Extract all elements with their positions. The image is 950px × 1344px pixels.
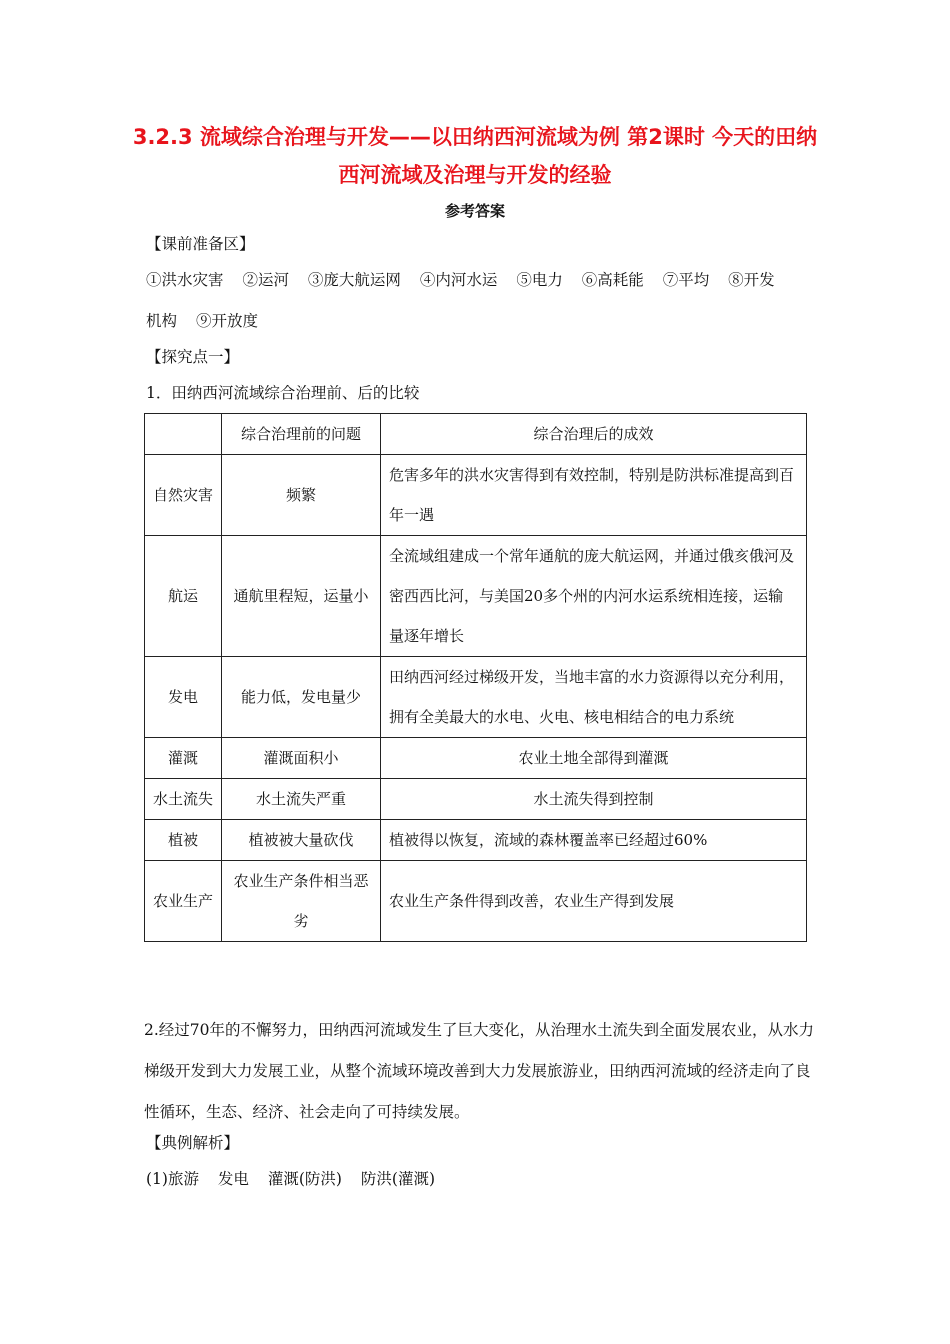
- table-cell: 农业生产条件得到改善，农业生产得到发展: [381, 861, 807, 942]
- answer-item: ②运河: [242, 271, 289, 289]
- table-cell: 植被得以恢复，流域的森林覆盖率已经超过60%: [381, 820, 807, 861]
- table-cell: 灌溉: [145, 738, 222, 779]
- table-cell: 灌溉面积小: [222, 738, 381, 779]
- table-cell: 水土流失: [145, 779, 222, 820]
- table-cell: 植被: [145, 820, 222, 861]
- example-item: 防洪(灌溉): [360, 1170, 436, 1188]
- section-heading-inquiry: 【探究点一】: [146, 348, 240, 366]
- table-cell: 全流域组建成一个常年通航的庞大航运网，并通过俄亥俄河及密西西比河，与美国20多个州的内河水运系统相连接，运输量逐年增长: [381, 536, 807, 657]
- answer-item: ⑦平均: [662, 271, 710, 289]
- section-heading-prep: 【课前准备区】: [146, 235, 255, 253]
- example-item: (1)旅游: [146, 1170, 199, 1188]
- table-cell: 通航里程短，运量小: [222, 536, 381, 657]
- table-cell: 发电: [145, 657, 222, 738]
- answer-item: ⑨开放度: [195, 312, 258, 330]
- question-2-answer: 2.经过70年的不懈努力，田纳西河流域发生了巨大变化，从治理水土流失到全面发展农业，从水力梯级开发到大力发展工业，从整个流域环境改善到大力发展旅游业，田纳西河流域的经济走向了良性循环，生态、经济、社会走向了可持续发展。: [144, 1021, 815, 1121]
- question-1: 1．田纳西河流域综合治理前、后的比较: [146, 384, 420, 402]
- table-header-cell: 综合治理后的成效: [381, 414, 807, 455]
- table-cell: 农业生产: [145, 861, 222, 942]
- table-cell: 植被被大量砍伐: [222, 820, 381, 861]
- table-cell: 能力低，发电量少: [222, 657, 381, 738]
- answer-item: ⑤电力: [516, 271, 563, 289]
- table-row: [145, 861, 807, 942]
- section-heading-example: 【典例解析】: [146, 1134, 240, 1152]
- table-cell: 频繁: [222, 455, 381, 536]
- answer-item: ③庞大航运网: [307, 271, 401, 289]
- table-row: [145, 738, 807, 779]
- table-header-cell: 综合治理前的问题: [222, 414, 381, 455]
- table-cell: 航运: [145, 536, 222, 657]
- table-row: [145, 657, 807, 738]
- table-cell: 农业土地全部得到灌溉: [381, 738, 807, 779]
- answer-item: ①洪水灾害: [146, 271, 224, 289]
- answer-item: ⑧开发: [728, 271, 775, 289]
- table-header-row: [145, 414, 807, 455]
- table-row: [145, 820, 807, 861]
- table-row: [145, 455, 807, 536]
- example-answer: [146, 1169, 435, 1189]
- table-cell: 自然灾害: [145, 455, 222, 536]
- example-item: 灌溉(防洪): [267, 1170, 342, 1188]
- table-cell: 水土流失严重: [222, 779, 381, 820]
- table-row: [145, 779, 807, 820]
- table-cell: 田纳西河经过梯级开发，当地丰富的水力资源得以充分利用，拥有全美最大的水电、火电、核电相结合的电力系统: [381, 657, 807, 738]
- table-cell: 水土流失得到控制: [381, 779, 807, 820]
- answer-item: ⑥高耗能: [581, 271, 644, 289]
- table-row: [145, 536, 807, 657]
- example-item: 发电: [217, 1170, 249, 1188]
- table-header-cell: [145, 414, 222, 455]
- document-title: 3.2.3 流域综合治理与开发——以田纳西河流域为例 第2课时 今天的田纳西河流域及治理与开发的经验: [132, 125, 818, 187]
- answers-line-1: [146, 270, 775, 290]
- answers-line-2: [146, 311, 258, 331]
- table-cell: 危害多年的洪水灾害得到有效控制，特别是防洪标准提高到百年一遇: [381, 455, 807, 536]
- table-cell: 农业生产条件相当恶劣: [222, 861, 381, 942]
- answer-item: 机构: [146, 312, 178, 330]
- comparison-table: [144, 413, 807, 942]
- answer-item: ④内河水运: [419, 271, 498, 289]
- answer-key-heading: 参考答案: [444, 202, 505, 220]
